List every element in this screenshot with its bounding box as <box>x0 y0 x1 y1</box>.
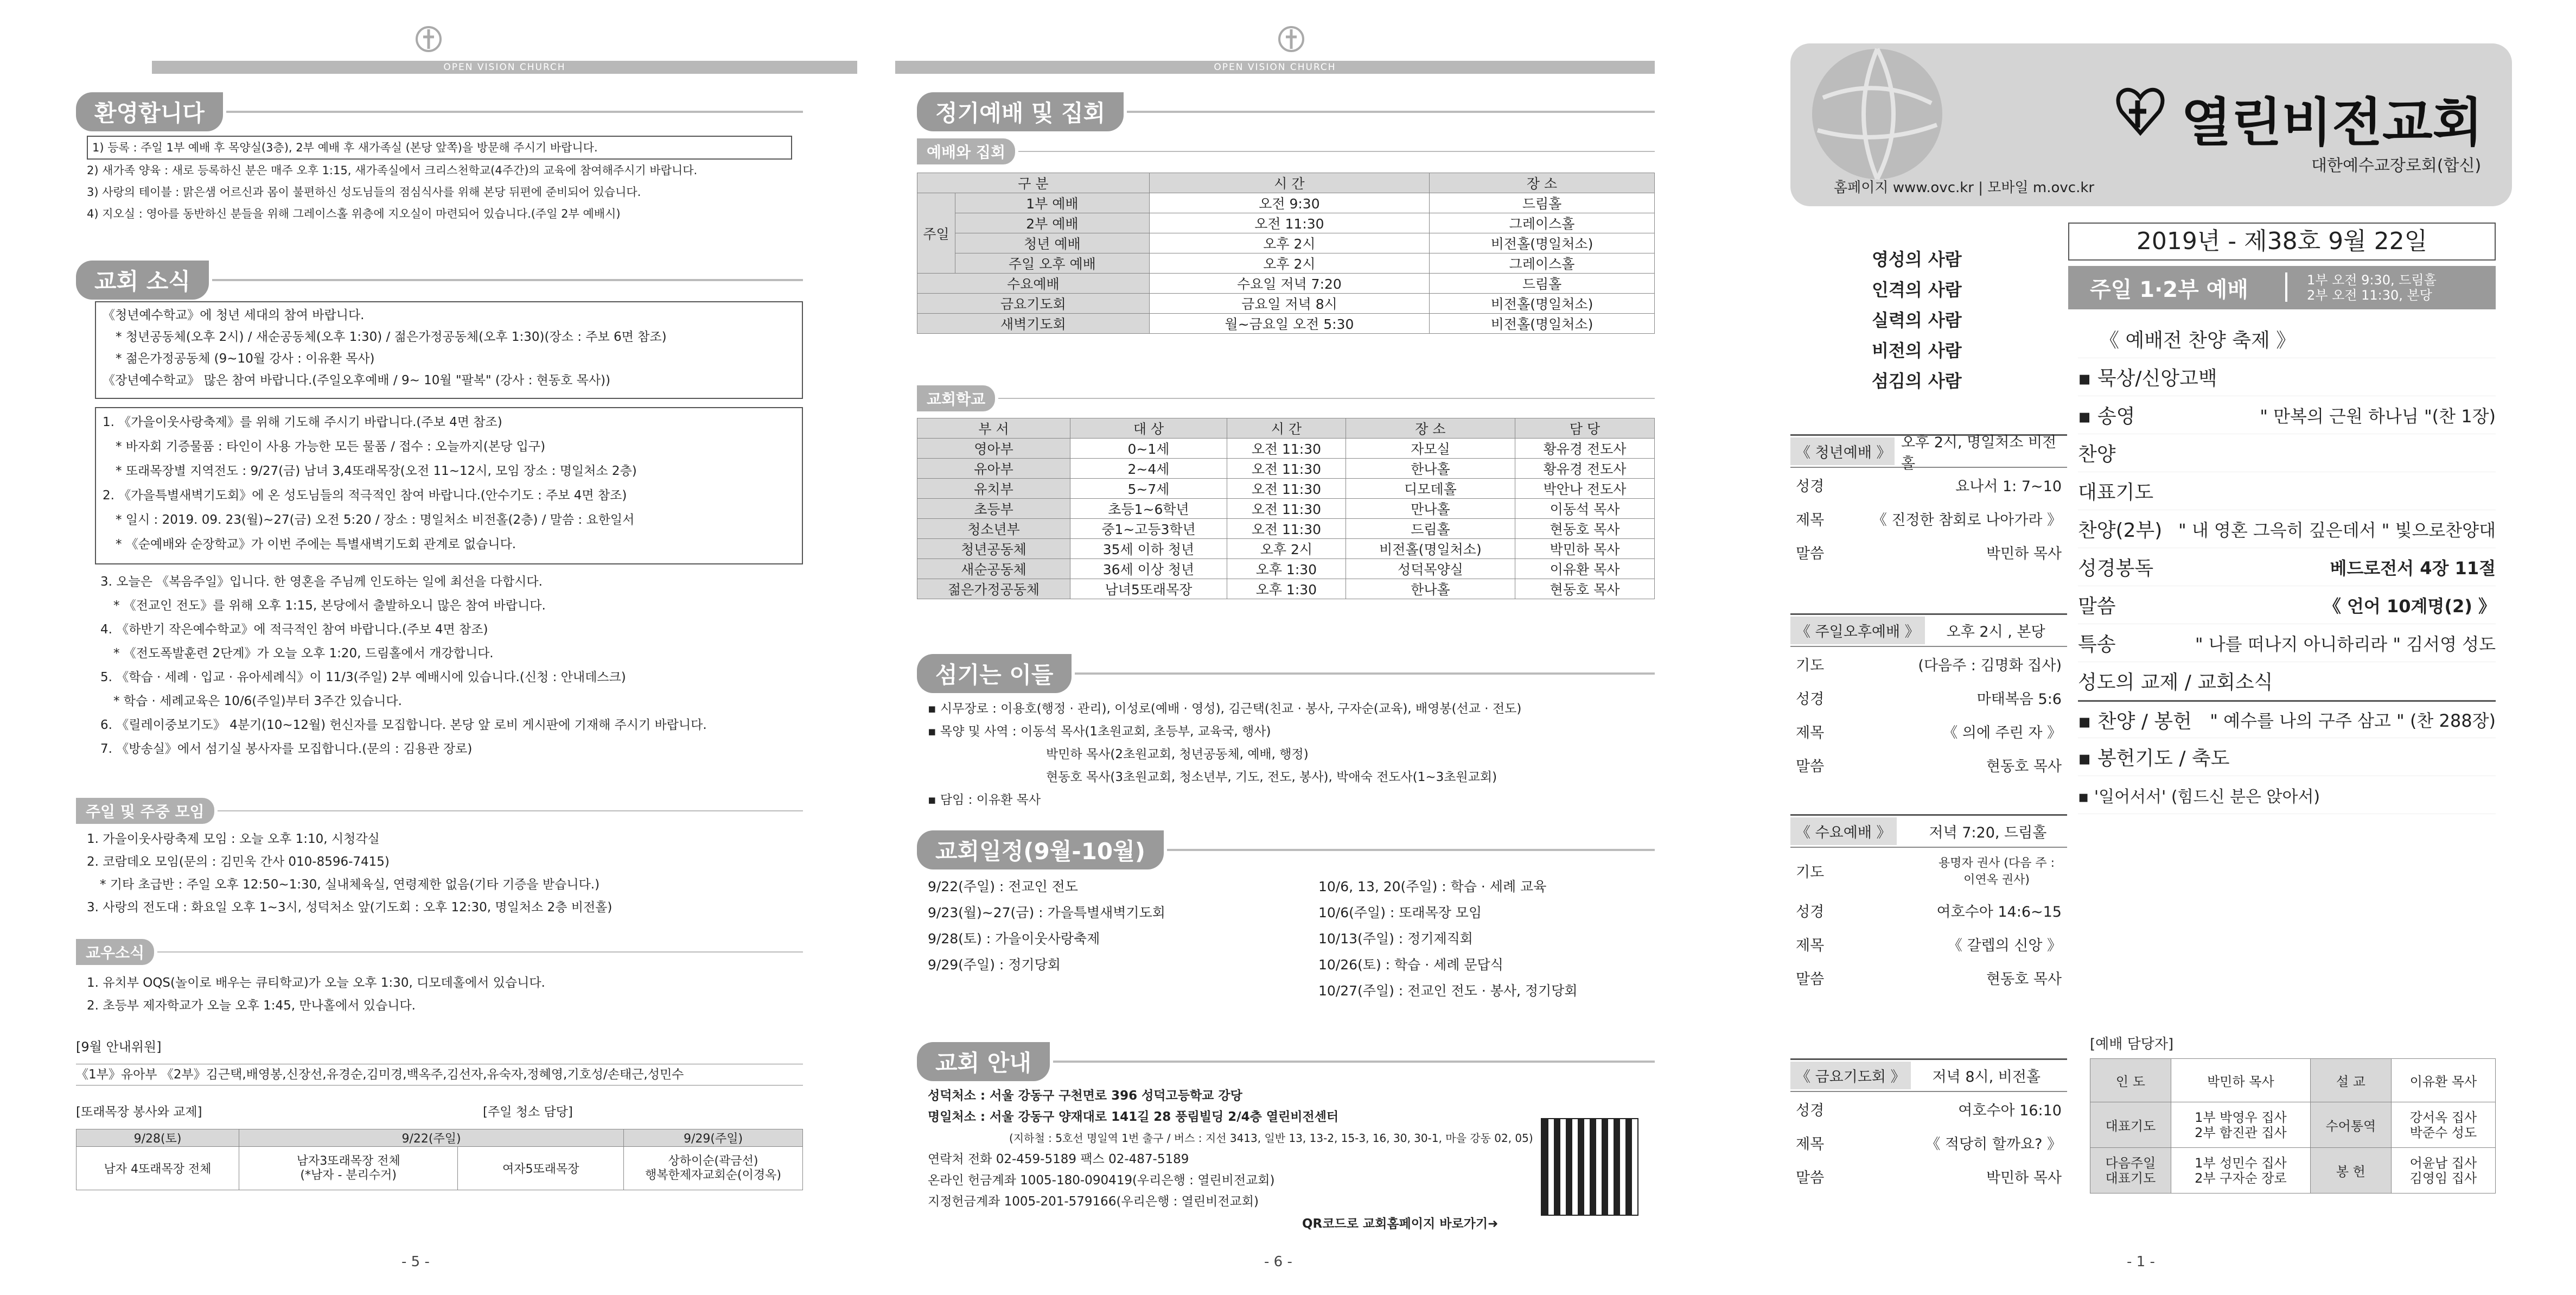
table-cell: 금요일 저녁 8시 <box>1149 294 1429 314</box>
table-cell: 젊은가정공동체 <box>917 579 1070 599</box>
row-value: 《 적당히 할까요? 》 <box>1925 1135 2062 1153</box>
order-label: 찬양(2부) <box>2078 519 2163 542</box>
table-cell: 박민하 목사 <box>2171 1059 2310 1102</box>
order-label: 성도의 교제 / 교회소식 <box>2078 671 2273 694</box>
news-line: 5. 《학습 · 세례 · 입교 · 유아세례식》이 11/3(주일) 2부 예배시에 있습니다.(신청 : 안내데스크) <box>100 670 626 684</box>
calendar-item: 10/6, 13, 20(주일) : 학습 · 세례 교육 <box>1318 879 1547 894</box>
calendar-september <box>928 874 1286 978</box>
motto-item: 실력의 사람 <box>1872 310 1962 331</box>
table-cell: 중1~고등3학년 <box>1070 519 1227 539</box>
news-section-header <box>76 261 803 300</box>
table-cell: 강서옥 집사 박준수 성도 <box>2391 1102 2495 1148</box>
order-detail: 베드로전서 4장 11절 <box>2330 557 2496 579</box>
table-cell: 자모실 <box>1346 439 1515 459</box>
table-head: 9/29(주일) <box>624 1129 803 1147</box>
service-time: 저녁 8시, 비전홀 <box>1932 1069 2041 1085</box>
info-item: 지정헌금계좌 1005-201-579166(우리은행 : 열린비전교회) <box>928 1195 1259 1209</box>
table-cell: 오전 11:30 <box>1227 439 1346 459</box>
table-cell: 1부 성민수 집사 2부 구자순 장로 <box>2171 1148 2310 1194</box>
motto-item: 비전의 사람 <box>1872 340 1962 361</box>
row-label: 성경 <box>1796 903 1825 921</box>
services-subheader <box>917 138 1655 164</box>
issue-date: 2019년 - 제38호 9월 22일 <box>2068 223 2496 261</box>
row-label: 기도 <box>1796 864 1825 881</box>
calendar-title: 교회일정(9월-10월) <box>917 830 1164 869</box>
school-subtitle: 교회학교 <box>917 385 995 411</box>
row-value: 《 진정한 참회로 나아가라 》 <box>1872 511 2062 529</box>
table-cell: 5~7세 <box>1070 479 1227 499</box>
table-cell: 오전 11:30 <box>1227 459 1346 479</box>
church-logo-icon <box>412 22 445 54</box>
table-cell: 금요기도회 <box>917 294 1150 314</box>
table-cell: 월~금요일 오전 5:30 <box>1149 314 1429 334</box>
edu-item: 2. 초등부 제자학교가 오늘 오후 1:45, 만나홀에서 있습니다. <box>87 999 416 1013</box>
info-item: (지하철 : 5호선 명일역 1번 출구 / 버스 : 지선 3413, 일반 13, 13-2, 15-3, 16, 30, 30-1, 마을 강동 02, 05) <box>1009 1132 1533 1145</box>
table-cell: 남녀5또래목장 <box>1070 579 1227 599</box>
page-6 <box>895 0 1687 1295</box>
serve-title: 섬기는 이들 <box>917 654 1072 693</box>
table-cell: 성덕목양실 <box>1346 559 1515 579</box>
table-cell: 비전홀(명일처소) <box>1430 314 1655 334</box>
news-line: * 일시 : 2019. 09. 23(월)~27(금) 오전 5:20 / 장소 : 명일처소 비전홀(2층) / 말씀 : 요한일서 <box>116 513 635 527</box>
table-cell: 황유경 전도사 <box>1515 459 1655 479</box>
table-cell: 상하이순(곽금선) 행복한제자교회순(이경옥) <box>624 1147 803 1190</box>
calendar-october <box>1318 874 1655 1004</box>
guide-list: 《1부》유아부 《2부》김근택,배영봉,신장선,유경순,김미경,백옥주,김선자,유숙자,정혜영,기호성/손태근,성민수 <box>76 1064 803 1085</box>
table-head: 부 서 <box>917 418 1070 439</box>
edu-list <box>87 972 803 1017</box>
table-cell: 남자 4또래목장 전체 <box>76 1147 239 1190</box>
row-label: 제목 <box>1796 937 1825 954</box>
row-label: 제목 <box>1796 724 1825 741</box>
order-title: 《 예배전 찬양 축제 》 <box>2100 329 2296 352</box>
news-list <box>100 570 806 761</box>
cover-banner <box>1790 43 2512 206</box>
calendar-item: 9/29(주일) : 정기당회 <box>928 957 1061 973</box>
table-cell: 오후 1:30 <box>1227 559 1346 579</box>
table-cell: 이동석 목사 <box>1515 499 1655 519</box>
table-cell: 디모데홀 <box>1346 479 1515 499</box>
info-item: 연락처 전화 02-459-5189 팩스 02-487-5189 <box>928 1152 1189 1166</box>
weekday-item: 2. 코람데오 모임(문의 : 김민욱 간사 010-8596-7415) <box>87 855 390 869</box>
table-cell: 현동호 목사 <box>1515 579 1655 599</box>
table-cell: 청소년부 <box>917 519 1070 539</box>
service-name: 《 청년예배 》 <box>1790 437 1895 465</box>
news-line: 6. 《릴레이중보기도》 4분기(10~12월) 헌신자를 모집합니다. 본당 앞 로비 게시판에 기재해 주시기 바랍니다. <box>100 718 707 732</box>
row-value: 요나서 1: 7~10 <box>1955 478 2062 495</box>
table-cell: 오전 11:30 <box>1149 213 1429 233</box>
table-cell: 비전홀(명일처소) <box>1430 294 1655 314</box>
table-cell: 인 도 <box>2090 1059 2171 1102</box>
order-label: 특송 <box>2078 633 2116 656</box>
row-label: 성경 <box>1796 1102 1825 1119</box>
table-cell: 그레이스홀 <box>1430 213 1655 233</box>
table-cell: 비전홀(명일처소) <box>1346 539 1515 559</box>
welcome-list <box>87 136 792 225</box>
calendar-item: 10/6(주일) : 또래목장 모임 <box>1318 905 1482 921</box>
sunday-title: 주일 1·2부 예배 <box>2090 277 2248 302</box>
serve-list <box>928 697 1655 811</box>
youth-service <box>1790 434 2067 569</box>
news-line: * 또래목장별 지역전도 : 9/27(금) 남녀 3,4또래목장(오전 11~12시, 모임 장소 : 명일처소 2층) <box>116 464 637 478</box>
table-cell: 다음주일 대표기도 <box>2090 1148 2171 1194</box>
order-label: 대표기도 <box>2078 481 2154 504</box>
order-detail: " 나를 떠나지 아니하리라 " 김서영 성도 <box>2195 633 2496 655</box>
news-line: * 학습 · 세례교육은 10/6(주일)부터 3주간 있습니다. <box>113 694 402 708</box>
table-cell: 새벽기도회 <box>917 314 1150 334</box>
table-cell: 초등부 <box>917 499 1070 519</box>
table-head: 장 소 <box>1346 418 1515 439</box>
calendar-item: 10/26(토) : 학습 · 세례 문답식 <box>1318 957 1503 973</box>
info-title: 교회 안내 <box>917 1042 1050 1081</box>
church-logo-icon <box>2110 81 2170 141</box>
row-label: 제목 <box>1796 1135 1825 1153</box>
serve-item: 박민하 목사(2초원교회, 청년공동체, 예배, 행정) <box>1046 747 1309 761</box>
row-value: 《 의에 주린 자 》 <box>1943 724 2062 741</box>
qr-caption: QR코드로 교회홈페이지 바로가기➜ <box>1302 1217 1499 1231</box>
row-value: (다음주 : 김명화 집사) <box>1918 657 2062 674</box>
news-line: 7. 《방송실》에서 섬기실 봉사자를 모집합니다.(문의 : 김용관 장로) <box>100 742 473 756</box>
sunday-times <box>2307 272 2437 303</box>
calendar-item: 10/13(주일) : 정기제직회 <box>1318 931 1473 947</box>
worship-title: 정기예배 및 집회 <box>917 92 1124 131</box>
table-cell: 수어통역 <box>2310 1102 2391 1148</box>
serve-item: 현동호 목사(3초원교회, 청소년부, 기도, 전도, 봉사), 박애숙 전도사(1~3초원교회) <box>1046 770 1497 784</box>
weekday-section-header <box>76 798 803 824</box>
table-cell: 오후 1:30 <box>1227 579 1346 599</box>
afternoon-service <box>1790 613 2067 782</box>
church-name: 열린비전교회 <box>2181 92 2483 153</box>
services-table <box>917 173 1655 334</box>
cleaning-table-title: [주일 청소 담당] <box>483 1105 573 1119</box>
motto-list <box>1872 244 1962 396</box>
table-cell: 유치부 <box>917 479 1070 499</box>
welcome-item: 1) 등록 : 주일 1부 예배 후 목양실(3층), 2부 예배 후 새가족실 (본당 앞쪽)을 방문해 주시기 바랍니다. <box>87 136 792 160</box>
wednesday-service <box>1790 814 2067 994</box>
edu-item: 1. 유치부 OQS(놀이로 배우는 큐티학교)가 오늘 오후 1:30, 디모데홀에서 있습니다. <box>87 976 545 990</box>
news-title: 교회 소식 <box>76 261 209 300</box>
services-subtitle: 예배와 집회 <box>917 138 1015 164</box>
calendar-item: 9/22(주일) : 전교인 전도 <box>928 879 1078 894</box>
news-line: 《장년예수학교》 많은 참여 바랍니다.(주일오후예배 / 9~ 10월 "팔복" (강사 : 현동호 목사)) <box>103 373 610 388</box>
friday-service <box>1790 1058 2067 1193</box>
header-bar: OPEN VISION CHURCH <box>895 61 1655 74</box>
row-label: 말씀 <box>1796 545 1825 562</box>
table-cell: 만나홀 <box>1346 499 1515 519</box>
news-box-school <box>95 301 803 399</box>
table-cell: 오전 11:30 <box>1227 499 1346 519</box>
row-value: 여호수아 16:10 <box>1958 1102 2062 1119</box>
school-table <box>917 418 1655 599</box>
order-label: ▪ 송영 <box>2078 405 2135 428</box>
service-time: 오후 2시 , 본당 <box>1946 624 2045 640</box>
guide-title: [9월 안내위원] <box>76 1039 162 1055</box>
service-name: 《 수요예배 》 <box>1790 817 1897 845</box>
table-head: 9/28(토) <box>76 1129 239 1147</box>
page-number: - 6 - <box>1264 1254 1292 1270</box>
table-cell: 청년 예배 <box>955 233 1150 253</box>
order-label: 성경봉독 <box>2078 557 2154 580</box>
table-cell: 유아부 <box>917 459 1070 479</box>
table-head: 9/22(주일) <box>239 1129 624 1147</box>
table-cell: 드림홀 <box>1430 193 1655 213</box>
news-box-festival <box>95 407 803 564</box>
table-cell: 1부 박영우 집사 2부 함진관 집사 <box>2171 1102 2310 1148</box>
weekday-item: * 기타 초급반 : 주일 오후 12:50~1:30, 실내체육실, 연령제한 없음(기타 기증을 받습니다.) <box>100 878 600 892</box>
table-cell: 오후 2시 <box>1227 539 1346 559</box>
info-section-header <box>917 1042 1655 1081</box>
table-cell: 황유경 전도사 <box>1515 439 1655 459</box>
table-cell: 2부 예배 <box>955 213 1150 233</box>
calendar-item: 9/23(월)~27(금) : 가을특별새벽기도회 <box>928 905 1165 921</box>
info-item: 온라인 헌금계좌 1005-180-090419(우리은행 : 열린비전교회) <box>928 1173 1275 1188</box>
serve-item: ▪ 시무장로 : 이용호(행정 · 관리), 이성로(예배 · 영성), 김근택(친교 · 봉사, 구자순(교육), 배영봉(선교 · 전도) <box>928 702 1522 716</box>
fellowship-table-title: [또래목장 봉사와 교제] <box>76 1105 202 1119</box>
table-cell: 초등1~6학년 <box>1070 499 1227 519</box>
table-cell: 박안나 전도사 <box>1515 479 1655 499</box>
news-line: 4. 《하반기 작은예수학교》에 적극적인 참여 바랍니다.(주보 4면 참조) <box>100 623 488 637</box>
service-name: 《 금요기도회 》 <box>1790 1062 1911 1089</box>
motto-item: 인격의 사람 <box>1872 280 1962 300</box>
table-cell: 설 교 <box>2310 1059 2391 1102</box>
globe-icon <box>1801 43 1964 195</box>
page-number: - 1 - <box>2127 1254 2155 1270</box>
news-line: * 청년공동체(오후 2시) / 새순공동체(오후 1:30) / 젊은가정공동체(오후 1:30)(장소 : 주보 6면 참조) <box>116 330 667 344</box>
edu-title: 교우소식 <box>76 939 154 965</box>
news-line: * 《순예배와 순장학교》가 이번 주에는 특별새벽기도회 관계로 없습니다. <box>116 537 517 551</box>
page-1-cover <box>1780 0 2576 1295</box>
church-logo-icon <box>1275 22 1308 54</box>
page-5 <box>0 0 857 1295</box>
row-label: 말씀 <box>1796 1169 1825 1186</box>
page-header <box>0 22 857 76</box>
table-head: 구 분 <box>917 173 1150 193</box>
header-bar: OPEN VISION CHURCH <box>152 61 857 74</box>
weekday-list <box>87 828 803 919</box>
table-cell: 한나홀 <box>1346 459 1515 479</box>
page-number: - 5 - <box>401 1254 430 1270</box>
row-label: 제목 <box>1796 511 1825 529</box>
order-of-worship <box>2078 320 2496 814</box>
row-value: 여호수아 14:6~15 <box>1936 903 2062 921</box>
motto-item: 섬김의 사람 <box>1872 371 1962 391</box>
row-label: 말씀 <box>1796 970 1825 988</box>
order-label: ▪ 봉헌기도 / 축도 <box>2078 747 2230 770</box>
order-label: 말씀 <box>2078 595 2116 618</box>
welcome-section-header <box>76 92 803 131</box>
table-cell: 수요일 저녁 7:20 <box>1149 274 1429 294</box>
row-label: 말씀 <box>1796 758 1825 775</box>
news-line: * 바자회 기증물품 : 타인이 사용 가능한 모든 물품 / 접수 : 오늘까지(본당 입구) <box>116 440 546 454</box>
table-cell: 오전 9:30 <box>1149 193 1429 213</box>
row-value: 박민하 목사 <box>1986 545 2062 562</box>
calendar-item: 10/27(주일) : 전교인 전도 · 봉사, 정기당회 <box>1318 983 1578 999</box>
serve-item: ▪ 담임 : 이유환 목사 <box>928 793 1041 807</box>
table-cell: 0~1세 <box>1070 439 1227 459</box>
order-detail: " 만복의 근원 하나님 "(찬 1장) <box>2260 405 2496 427</box>
table-head: 장 소 <box>1430 173 1655 193</box>
table-cell: 주일 <box>917 193 955 274</box>
table-cell: 그레이스홀 <box>1430 253 1655 274</box>
table-cell: 주일 오후 예배 <box>955 253 1150 274</box>
table-cell: 박민하 목사 <box>1515 539 1655 559</box>
table-head: 대 상 <box>1070 418 1227 439</box>
qr-code[interactable] <box>1541 1118 1638 1216</box>
table-cell: 오전 11:30 <box>1227 479 1346 499</box>
order-label: ▪ 찬양 / 봉헌 <box>2078 710 2192 733</box>
table-cell: 2~4세 <box>1070 459 1227 479</box>
order-label: ▪ 묵상/신앙고백 <box>2078 367 2217 390</box>
worship-duty-table <box>2090 1058 2496 1194</box>
table-cell: 이유환 목사 <box>1515 559 1655 579</box>
order-label: ▪ '일어서서' (힘드신 분은 앉아서) <box>2078 787 2320 807</box>
table-cell: 청년공동체 <box>917 539 1070 559</box>
news-line: * 젊은가정공동체 (9~10월 강사 : 이유환 목사) <box>116 352 375 366</box>
table-cell: 새순공동체 <box>917 559 1070 579</box>
table-cell: 이유환 목사 <box>2391 1059 2495 1102</box>
order-detail: " 예수를 나의 구주 삼고 " (찬 288장) <box>2210 710 2496 731</box>
row-label: 기도 <box>1796 657 1825 674</box>
table-cell: 여자5또래목장 <box>458 1147 624 1190</box>
weekday-item: 1. 가을이웃사랑축제 모임 : 오늘 오후 1:10, 시청각실 <box>87 832 380 846</box>
table-cell: 드림홀 <box>1346 519 1515 539</box>
news-line: 3. 오늘은 《복음주일》입니다. 한 영혼을 주님께 인도하는 일에 최선을 다합시다. <box>100 575 543 589</box>
welcome-item: 4) 지오실 : 영아를 동반하신 분들을 위해 그레이스홀 위층에 지오실이 마련되어 있습니다.(주일 2부 예배시) <box>87 207 621 220</box>
service-name: 《 주일오후예배 》 <box>1790 617 1925 644</box>
table-head: 시 간 <box>1227 418 1346 439</box>
table-cell: 오전 11:30 <box>1227 519 1346 539</box>
table-cell: 비전홀(명일처소) <box>1430 233 1655 253</box>
info-item: 성덕처소 : 서울 강동구 구천면로 396 성덕고등학교 강당 <box>928 1089 1242 1103</box>
table-cell: 35세 이하 청년 <box>1070 539 1227 559</box>
table-cell: 1부 예배 <box>955 193 1150 213</box>
weekday-title: 주일 및 주중 모임 <box>76 798 214 824</box>
order-label: 찬양 <box>2078 443 2116 466</box>
serve-section-header <box>917 654 1655 693</box>
news-line: 1. 《가을이웃사랑축제》를 위해 기도해 주시기 바랍니다.(주보 4면 참조) <box>103 415 502 429</box>
news-line: * 《전도폭발훈련 2단계》가 오늘 오후 1:20, 드림홀에서 개강합니다. <box>113 646 494 661</box>
duty-title: [예배 담당자] <box>2090 1036 2174 1052</box>
table-cell: 오후 2시 <box>1149 233 1429 253</box>
table-head: 담 당 <box>1515 418 1655 439</box>
edu-section-header <box>76 939 803 965</box>
row-label: 성경 <box>1796 478 1825 495</box>
sunday-bar <box>2068 266 2496 309</box>
news-line: 2. 《가을특별새벽기도회》에 온 성도님들의 적극적인 참여 바랍니다.(안수기도 : 주보 4면 참조) <box>103 488 627 503</box>
row-value: 용명자 권사 (다음 주 : 이연옥 권사) <box>1939 856 2055 887</box>
table-head: 시 간 <box>1149 173 1429 193</box>
news-line: * 《전교인 전도》를 위해 오후 1:15, 본당에서 출발하오니 많은 참여 바랍니다. <box>113 599 546 613</box>
church-website[interactable]: 홈페이지 www.ovc.kr | 모바일 m.ovc.kr <box>1834 180 2095 196</box>
table-cell: 남자3또래목장 전체 (*남자 - 분리수거) <box>239 1147 458 1190</box>
order-detail: " 내 영혼 그윽히 깊은데서 " 빛으로찬양대 <box>2178 519 2496 541</box>
serve-item: ▪ 목양 및 사역 : 이동석 목사(1초원교회, 초등부, 교육국, 행사) <box>928 725 1271 739</box>
table-cell: 드림홀 <box>1430 274 1655 294</box>
row-label: 성경 <box>1796 690 1825 708</box>
row-value: 현동호 목사 <box>1986 970 2062 988</box>
table-cell: 36세 이상 청년 <box>1070 559 1227 579</box>
duty-table <box>76 1129 803 1190</box>
table-cell: 대표기도 <box>2090 1102 2171 1148</box>
table-cell: 현동호 목사 <box>1515 519 1655 539</box>
table-cell: 봉 헌 <box>2310 1148 2391 1194</box>
table-cell: 영아부 <box>917 439 1070 459</box>
motto-item: 영성의 사람 <box>1872 249 1962 270</box>
table-cell: 어윤남 집사 김영임 집사 <box>2391 1148 2495 1194</box>
row-value: 《 갈렙의 신앙 》 <box>1947 937 2062 954</box>
info-item: 명일처소 : 서울 강동구 양재대로 141길 28 풍림빌딩 2/4층 열린비전센터 <box>928 1110 1339 1124</box>
school-subheader <box>917 385 1655 411</box>
info-list <box>928 1085 1546 1213</box>
denomination: 대한예수교장로회(합신) <box>2311 156 2482 175</box>
row-value: 박민하 목사 <box>1986 1169 2062 1186</box>
weekday-item: 3. 사랑의 전도대 : 화요일 오후 1~3시, 성덕처소 앞(기도회 : 오후 12:30, 명일처소 2층 비전홀) <box>87 900 613 915</box>
table-cell: 오후 2시 <box>1149 253 1429 274</box>
welcome-item: 2) 새가족 양육 : 새로 등록하신 분은 매주 오후 1:15, 새가족실에서 크리스천학교(4주간)의 교육에 참여해주시기 바랍니다. <box>87 164 698 177</box>
sunday-time: 1부 오전 9:30, 드림홀 <box>2307 272 2437 288</box>
row-value: 현동호 목사 <box>1986 758 2062 775</box>
table-cell: 수요예배 <box>917 274 1150 294</box>
calendar-section-header <box>917 830 1655 869</box>
order-detail: 《 언어 10계명(2) 》 <box>2323 595 2496 617</box>
sunday-time: 2부 오전 11:30, 본당 <box>2307 288 2432 303</box>
page-header <box>895 22 1687 76</box>
row-value: 마태복음 5:6 <box>1976 690 2062 708</box>
news-line: 《청년예수학교》에 청년 세대의 참여 바랍니다. <box>103 308 365 322</box>
welcome-item: 3) 사랑의 테이블 : 맑은샘 어르신과 몸이 불편하신 성도님들의 점심식사를 위해 본당 뒤편에 준비되어 있습니다. <box>87 186 641 199</box>
worship-section-header <box>917 92 1655 131</box>
service-time: 저녁 7:20, 드림홀 <box>1929 824 2047 841</box>
calendar-item: 9/28(토) : 가을이웃사랑축제 <box>928 931 1100 947</box>
welcome-title: 환영합니다 <box>76 92 223 131</box>
table-cell: 한나홀 <box>1346 579 1515 599</box>
service-time: 오후 2시, 명일처소 비전홀 <box>1901 434 2057 472</box>
